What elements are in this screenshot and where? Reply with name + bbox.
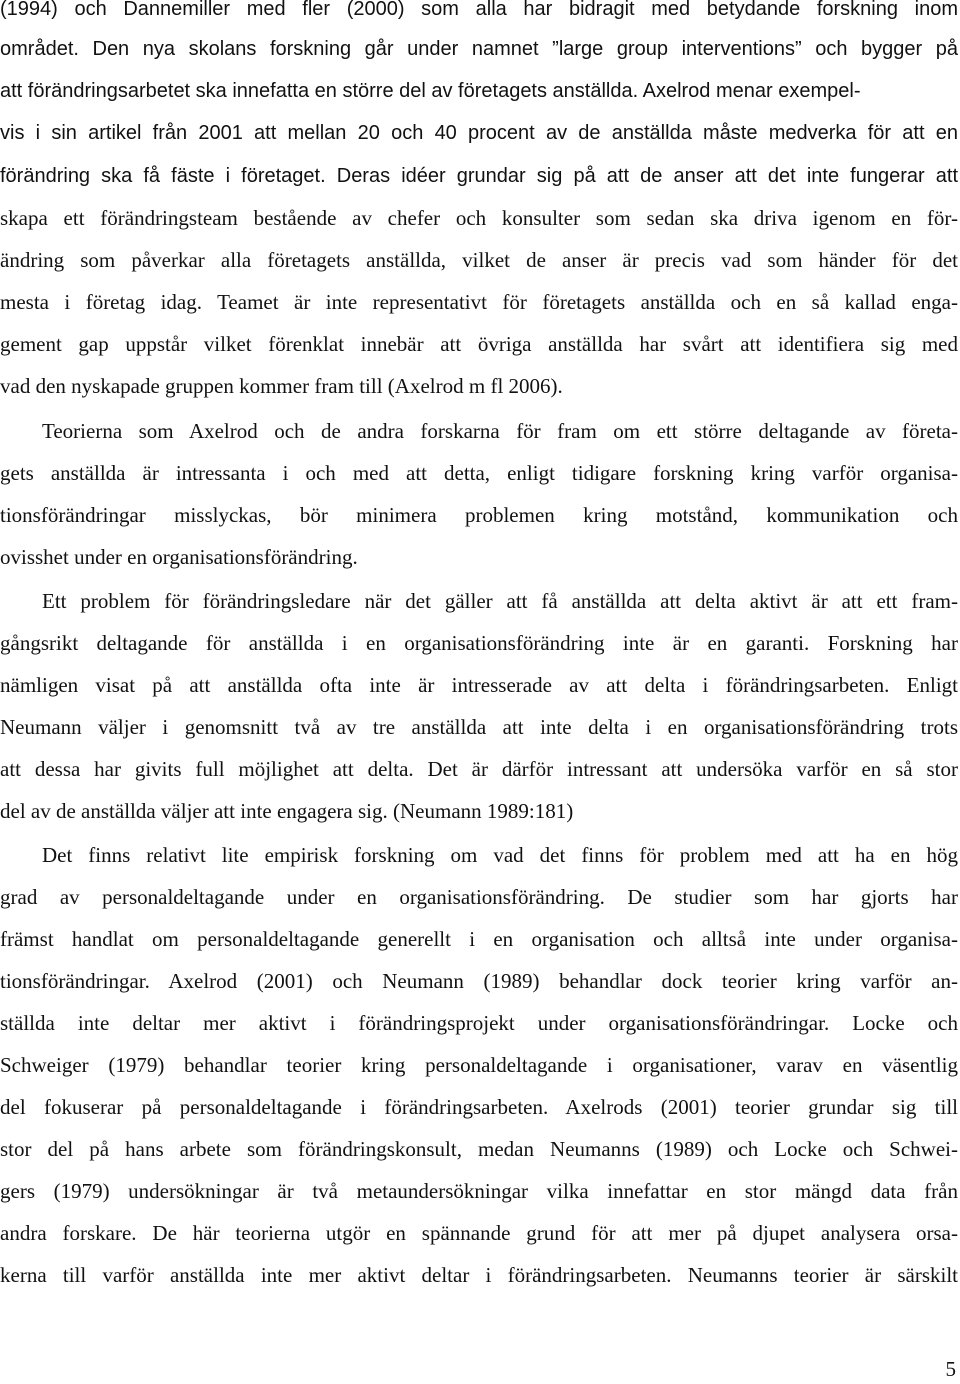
- text-line: mesta i företag idag. Teamet är inte representativt för företagets anställda och en så kallad enga-: [0, 290, 958, 314]
- text-line: ändring som påverkar alla företagets anställda, vilket de anser är precis vad som händer för det: [0, 248, 958, 272]
- text-line: Det finns relativt lite empirisk forskning om vad det finns för problem med att ha en hög: [42, 843, 958, 867]
- text-line: tionsförändringar misslyckas, bör minimera problemen kring motstånd, kommunikation och: [0, 503, 958, 527]
- text-line: främst handlat om personaldeltagande generellt i en organisation och alltså inte under organisa-: [0, 927, 958, 951]
- text-line: andra forskare. De här teorierna utgör en spännande grund för att mer på djupet analysera orsa-: [0, 1221, 958, 1245]
- text-line: Teorierna som Axelrod och de andra forskarna för fram om ett större deltagande av företa-: [42, 419, 958, 443]
- text-line: ovisshet under en organisationsförändring.: [0, 545, 358, 569]
- text-line: stor del på hans arbete som förändringskonsult, medan Neumanns (1989) och Locke och Schwei-: [0, 1137, 958, 1161]
- text-line: området. Den nya skolans forskning går under namnet ”large group interventions” och bygger på: [0, 38, 958, 60]
- text-line: gement gap uppstår vilket förenklat innebär att övriga anställda har svårt att identifiera sig med: [0, 332, 958, 356]
- text-line: Neumann väljer i genomsnitt två av tre anställda att inte delta i en organisationsförändring trots: [0, 715, 958, 739]
- text-line: gers (1979) undersökningar är två metaundersökningar vilka innefattar en stor mängd data från: [0, 1179, 958, 1203]
- text-line: vad den nyskapade gruppen kommer fram till (Axelrod m fl 2006).: [0, 374, 563, 398]
- text-line: gets anställda är intressanta i och med att detta, enligt tidigare forskning kring varför organisa-: [0, 461, 958, 485]
- text-line: att dessa har givits full möjlighet att delta. Det är därför intressant att undersöka varför en så stor: [0, 757, 958, 781]
- text-line: del av de anställda väljer att inte engagera sig. (Neumann 1989:181): [0, 799, 574, 823]
- text-line: Ett problem för förändringsledare när det gäller att få anställda att delta aktivt är att ett fram-: [42, 589, 958, 613]
- text-line: att förändringsarbetet ska innefatta en större del av företagets anställda. Axelrod menar exempel-: [0, 80, 861, 102]
- text-line: tionsförändringar. Axelrod (2001) och Neumann (1989) behandlar dock teorier kring varför an-: [0, 969, 958, 993]
- text-line: förändring ska få fäste i företaget. Deras idéer grundar sig på att de anser att det inte fungerar att: [0, 165, 958, 187]
- text-line: ställda inte deltar mer aktivt i förändringsprojekt under organisationsförändringar. Locke och: [0, 1011, 958, 1035]
- text-line: nämligen visat på att anställda ofta inte är intresserade av att delta i förändringsarbeten. Enligt: [0, 673, 958, 697]
- text-line: vis i sin artikel från 2001 att mellan 20 och 40 procent av de anställda måste medverka för att en: [0, 122, 958, 144]
- text-line: gångsrikt deltagande för anställda i en organisationsförändring inte är en garanti. Forskning har: [0, 631, 958, 655]
- text-line: skapa ett förändringsteam bestående av chefer och konsulter som sedan ska driva igenom en för-: [0, 206, 958, 230]
- page-number: 5: [945, 1357, 956, 1381]
- text-line: kerna till varför anställda inte mer aktivt deltar i förändringsarbeten. Neumanns teorier är särskilt: [0, 1263, 958, 1287]
- text-line: Schweiger (1979) behandlar teorier kring personaldeltagande i organisationer, varav en väsentlig: [0, 1053, 958, 1077]
- text-line: (1994) och Dannemiller med fler (2000) som alla har bidragit med betydande forskning inom: [0, 0, 958, 20]
- text-line: grad av personaldeltagande under en organisationsförändring. De studier som har gjorts har: [0, 885, 958, 909]
- text-line: del fokuserar på personaldeltagande i förändringsarbeten. Axelrods (2001) teorier grundar sig till: [0, 1095, 958, 1119]
